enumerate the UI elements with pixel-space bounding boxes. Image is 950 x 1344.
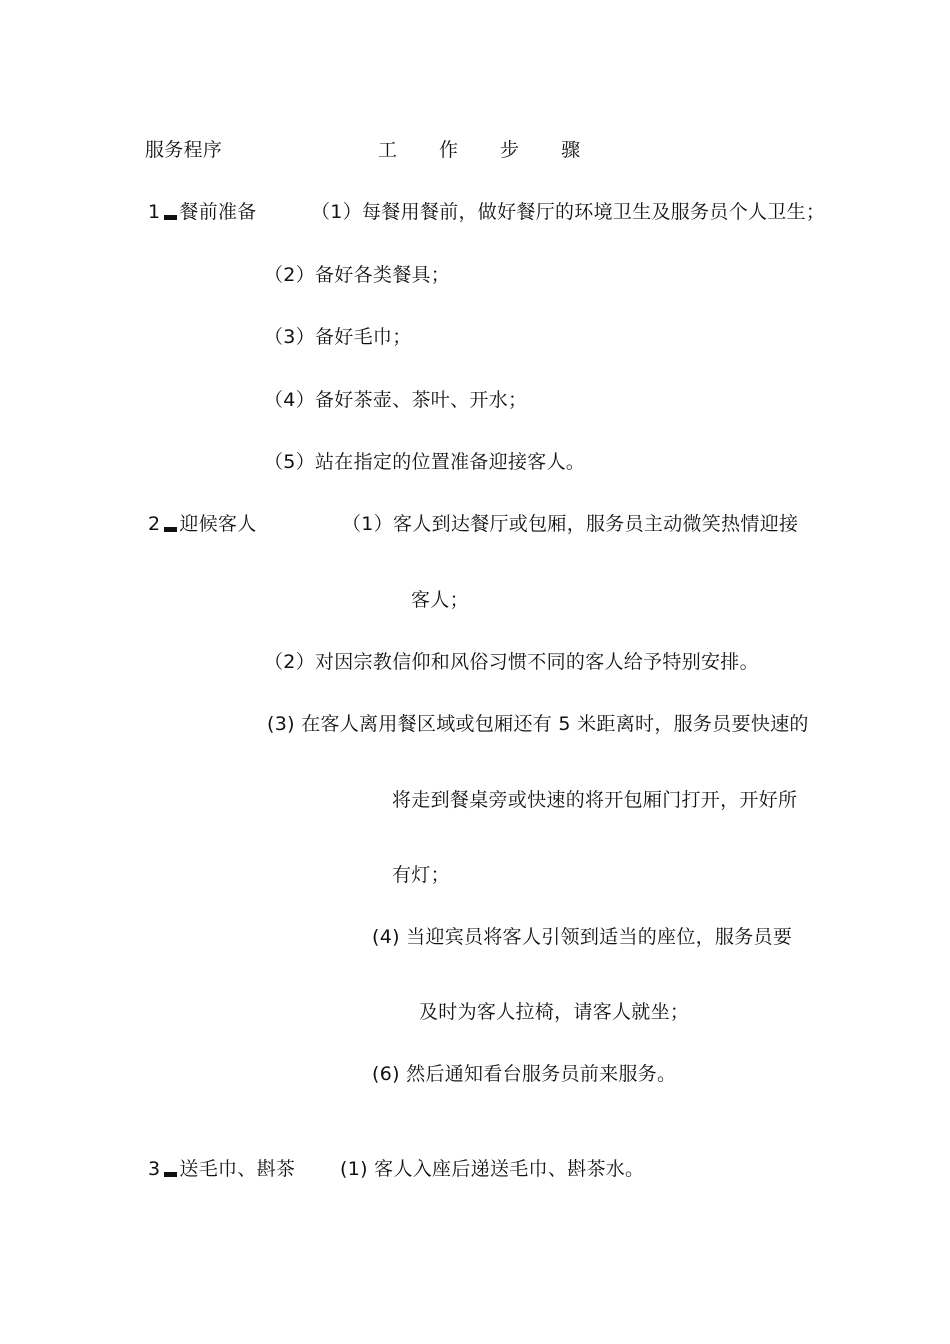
section-3-title: 送毛巾、斟茶 <box>179 1158 296 1180</box>
step-text: (4) 当迎宾员将客人引领到适当的座位，服务员要 <box>372 926 793 948</box>
step-text: 及时为客人拉椅，请客人就坐； <box>419 1001 690 1023</box>
header-steps: 工 作 步 骤 <box>378 139 599 161</box>
step-text: （2）对因宗教信仰和风俗习惯不同的客人给予特别安排。 <box>264 651 759 673</box>
section-2-title: 迎候客人 <box>179 513 257 535</box>
underscore-mark <box>164 527 177 532</box>
step-text: (3) 在客人离用餐区域或包厢还有 5 米距离时，服务员要快速的 <box>267 713 809 735</box>
section-2-number: 2 <box>148 513 161 535</box>
step-text: 将走到餐桌旁或快速的将开包厢门打开，开好所 <box>392 789 798 811</box>
step-text: (1) 客人入座后递送毛巾、斟茶水。 <box>340 1158 645 1180</box>
step-text: （3）备好毛巾； <box>264 326 412 348</box>
step-text: （1）客人到达餐厅或包厢，服务员主动微笑热情迎接 <box>342 513 799 535</box>
underscore-mark <box>164 215 177 220</box>
section-3-number: 3 <box>148 1158 161 1180</box>
step-text: （5）站在指定的位置准备迎接客人。 <box>264 451 586 473</box>
header-procedure: 服务程序 <box>145 139 223 161</box>
section-1-title: 餐前准备 <box>179 201 257 223</box>
step-text: (6) 然后通知看台服务员前来服务。 <box>372 1063 677 1085</box>
step-text: 客人； <box>411 589 469 611</box>
section-3-heading <box>148 1157 295 1181</box>
section-2-heading <box>148 512 257 536</box>
step-text: （1）每餐用餐前，做好餐厅的环境卫生及服务员个人卫生； <box>311 201 826 223</box>
step-text: （2）备好各类餐具； <box>264 264 451 286</box>
step-text: 有灯； <box>392 864 450 886</box>
step-text: （4）备好茶壶、茶叶、开水； <box>264 389 528 411</box>
underscore-mark <box>164 1172 177 1177</box>
section-1-number: 1 <box>148 201 161 223</box>
section-1-heading <box>148 200 257 224</box>
